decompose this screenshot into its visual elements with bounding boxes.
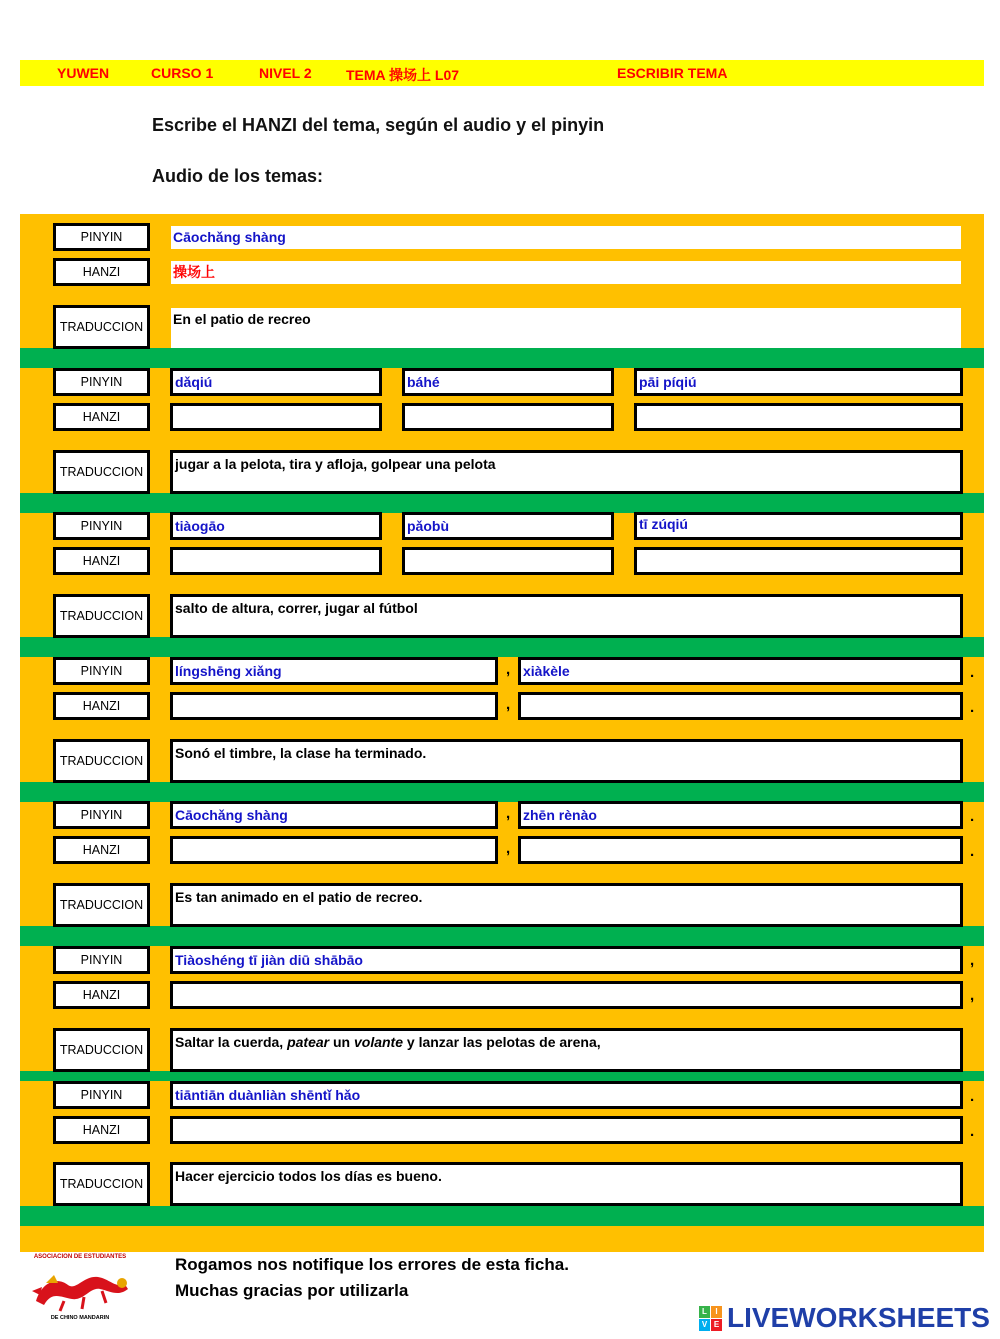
header-escribir-tema: ESCRIBIR TEMA (617, 65, 728, 81)
comma: , (970, 987, 975, 1004)
hanzi-text: 操场上 (173, 264, 215, 280)
pinyin-label: PINYIN (53, 657, 150, 685)
pinyin-cell (634, 368, 963, 396)
pinyin-text: pǎobù (407, 518, 449, 534)
traduccion-text: Hacer ejercicio todos los días es bueno. (175, 1168, 442, 1184)
pinyin-text: pāi píqiú (639, 374, 697, 390)
pinyin-cell (170, 946, 963, 974)
traduccion-part: y lanzar las pelotas de arena, (403, 1034, 601, 1050)
traduccion-label: TRADUCCION (53, 1028, 150, 1072)
comma: , (506, 696, 511, 713)
hanzi-input[interactable] (402, 547, 614, 575)
pinyin-text: tiāntiān duànliàn shēntǐ hǎo (175, 1087, 361, 1103)
period: . (970, 843, 975, 860)
liveworksheets-badge (699, 1306, 723, 1332)
pinyin-cell (170, 1081, 963, 1109)
hanzi-input[interactable] (170, 981, 963, 1009)
period: . (970, 808, 975, 825)
traduccion-text: En el patio de recreo (173, 311, 311, 327)
divider (20, 782, 984, 802)
pinyin-text: zhēn rènào (523, 807, 597, 823)
period: . (970, 699, 975, 716)
period: . (970, 1088, 975, 1105)
divider (20, 493, 984, 513)
divider (20, 1071, 984, 1081)
pinyin-text: Cāochǎng shàng (173, 229, 286, 245)
traduccion-italic: volante (353, 1034, 403, 1050)
divider (20, 637, 984, 657)
traduccion-label: TRADUCCION (53, 305, 150, 349)
instruction-title: Escribe el HANZI del tema, según el audio y el pinyin (152, 115, 605, 135)
pinyin-label: PINYIN (53, 946, 150, 974)
traduccion-text: jugar a la pelota, tira y afloja, golpear una pelota (175, 456, 496, 472)
association-logo (24, 1254, 136, 1324)
pinyin-cell (170, 801, 498, 829)
pinyin-text: báhé (407, 374, 440, 390)
logo-bottom-text: DE CHINO MANDARIN (50, 1315, 110, 1321)
traduccion-label: TRADUCCION (53, 883, 150, 927)
header-yuwen: YUWEN (57, 65, 110, 81)
period: . (970, 1123, 975, 1140)
header-curso: CURSO 1 (151, 65, 214, 81)
pinyin-cell (171, 226, 961, 249)
hanzi-input[interactable] (518, 692, 963, 720)
traduccion-text: Es tan animado en el patio de recreo. (175, 889, 423, 905)
pinyin-cell (170, 657, 498, 685)
pinyin-label: PINYIN (53, 512, 150, 540)
hanzi-label: HANZI (53, 403, 150, 431)
footer-thanks: Muchas gracias por utilizarla (175, 1281, 409, 1300)
pinyin-cell (518, 657, 963, 685)
pinyin-label: PINYIN (53, 1081, 150, 1109)
divider (20, 348, 984, 368)
traduccion-label: TRADUCCION (53, 739, 150, 783)
badge-segment: V (699, 1319, 710, 1331)
divider (20, 926, 984, 946)
traduccion-text (173, 1031, 960, 1050)
badge-segment: I (711, 1306, 722, 1318)
badge-segment: L (699, 1306, 710, 1318)
hanzi-input[interactable] (518, 836, 963, 864)
traduccion-label: TRADUCCION (53, 1162, 150, 1206)
pinyin-text: língshēng xiǎng (175, 663, 282, 679)
hanzi-input[interactable] (170, 547, 382, 575)
hanzi-input[interactable] (170, 692, 498, 720)
hanzi-input[interactable] (634, 547, 963, 575)
header-nivel: NIVEL 2 (259, 65, 312, 81)
traduccion-text: salto de altura, correr, jugar al fútbol (175, 600, 418, 616)
footer-note: Rogamos nos notifique los errores de esta ficha. (175, 1255, 569, 1274)
pinyin-cell (170, 368, 382, 396)
traduccion-italic: patear (287, 1034, 330, 1050)
traduccion-cell (170, 1028, 963, 1072)
traduccion-label: TRADUCCION (53, 594, 150, 638)
hanzi-input[interactable] (402, 403, 614, 431)
pinyin-cell (518, 801, 963, 829)
dragon-icon (24, 1261, 136, 1317)
pinyin-cell (402, 368, 614, 396)
pinyin-cell (170, 512, 382, 540)
logo-top-text: ASOCIACION DE ESTUDIANTES (33, 1254, 127, 1260)
liveworksheets-brand[interactable]: LIVEWORKSHEETS (727, 1302, 990, 1333)
pinyin-cell (634, 512, 963, 540)
traduccion-cell (170, 883, 963, 927)
traduccion-text: Sonó el timbre, la clase ha terminado. (175, 745, 427, 761)
pinyin-label: PINYIN (53, 801, 150, 829)
hanzi-label: HANZI (53, 1116, 150, 1144)
hanzi-cell (171, 261, 961, 284)
pinyin-text: Cāochǎng shàng (175, 807, 288, 823)
hanzi-label: HANZI (53, 547, 150, 575)
comma: , (506, 805, 511, 822)
pinyin-label: PINYIN (53, 223, 150, 251)
pinyin-label: PINYIN (53, 368, 150, 396)
pinyin-text: Tiàoshéng tī jiàn diū shābāo (175, 952, 363, 968)
hanzi-label: HANZI (53, 836, 150, 864)
traduccion-cell (170, 450, 963, 494)
traduccion-cell (171, 308, 961, 348)
pinyin-text: tiàogāo (175, 518, 225, 534)
hanzi-input[interactable] (634, 403, 963, 431)
header-tema: TEMA 操场上 L07 (346, 67, 460, 83)
hanzi-label: HANZI (53, 258, 150, 286)
traduccion-cell (170, 594, 963, 638)
traduccion-part: un (329, 1034, 354, 1050)
period: . (970, 664, 975, 681)
badge-segment: E (711, 1319, 722, 1331)
traduccion-part: Saltar la cuerda, (175, 1034, 288, 1050)
hanzi-label: HANZI (53, 981, 150, 1009)
hanzi-label: HANZI (53, 692, 150, 720)
divider (20, 1206, 984, 1226)
traduccion-cell (170, 1162, 963, 1206)
comma: , (506, 661, 511, 678)
comma: , (970, 952, 975, 969)
comma: , (506, 840, 511, 857)
pinyin-text: dǎqiú (175, 374, 213, 390)
pinyin-text: tī zúqiú (639, 516, 688, 532)
hanzi-input[interactable] (170, 403, 382, 431)
pinyin-text: xiàkèle (523, 663, 570, 679)
hanzi-input[interactable] (170, 836, 498, 864)
pinyin-cell (402, 512, 614, 540)
hanzi-input[interactable] (170, 1116, 963, 1144)
traduccion-cell (170, 739, 963, 783)
audio-label: Audio de los temas: (152, 166, 324, 186)
traduccion-label: TRADUCCION (53, 450, 150, 494)
